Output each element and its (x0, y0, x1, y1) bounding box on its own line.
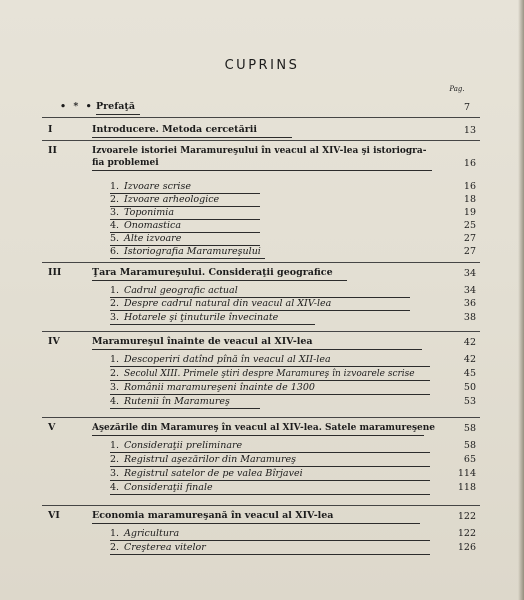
entry-label: Registrul satelor de pe valea Bîrjavei (124, 468, 303, 479)
divider (42, 505, 480, 506)
chapter-page: 122 (457, 511, 476, 522)
entry-label: Românii maramureşeni înainte de 1300 (124, 382, 315, 393)
chapter-title: Aşezările din Maramureş în veacul al XIV-lea. Satele maramureşene (92, 423, 436, 433)
entry-page: 27 (463, 246, 476, 257)
entry-number: 1. (110, 285, 120, 296)
chapter-number: II (48, 145, 57, 156)
entry-underline (110, 324, 315, 325)
divider (42, 417, 480, 418)
preface-marker: • * • (60, 101, 94, 112)
entry-number: 3. (110, 207, 120, 218)
preface-page: 7 (463, 102, 470, 113)
entry-label: Hotarele şi ţinuturile învecinate (124, 312, 279, 323)
chapter-title: Ţara Maramureşului. Consideraţii geografice (92, 267, 333, 278)
entry-label: Rutenii în Maramureş (124, 396, 230, 407)
chapter-underline (92, 170, 432, 171)
entry-page: 114 (457, 468, 476, 479)
chapter-number: III (48, 267, 62, 278)
entry-label: Secolul XIII. Primele ştiri despre Maramureş în izvoarele scrise (124, 369, 415, 379)
entry-underline (110, 494, 430, 495)
entry-page: 126 (457, 542, 476, 553)
chapter-page: 13 (463, 125, 476, 136)
entry-page: 45 (463, 368, 476, 379)
entry-label: Izvoare arheologice (124, 194, 220, 205)
entry-number: 1. (110, 354, 120, 365)
chapter-underline (92, 523, 420, 524)
entry-number: 1. (110, 181, 120, 192)
chapter-title-line-1: Izvoarele istoriei Maramureşului în veacul al XIV-lea şi istoriogra- (92, 146, 427, 156)
entry-label: Alte izvoare (124, 233, 182, 244)
entry-label: Registrul aşezărilor din Maramureş (124, 454, 297, 465)
chapter-page: 16 (463, 158, 476, 169)
chapter-underline (92, 349, 422, 350)
chapter-title: Introducere. Metoda cercetării (92, 124, 257, 135)
chapter-page: 42 (463, 337, 476, 348)
chapter-page: 58 (463, 423, 476, 434)
entry-underline (110, 540, 430, 541)
entry-underline (110, 466, 430, 467)
entry-number: 3. (110, 468, 120, 479)
entry-number: 2. (110, 454, 120, 465)
divider (42, 140, 480, 141)
chapter-underline (92, 137, 292, 138)
entry-page: 53 (463, 396, 476, 407)
entry-page: 27 (463, 233, 476, 244)
entry-label: Creşterea vitelor (124, 542, 206, 553)
entry-underline (110, 394, 430, 395)
entry-label: Toponimia (124, 207, 174, 218)
chapter-underline (92, 435, 424, 436)
entry-page: 38 (463, 312, 476, 323)
entry-number: 1. (110, 440, 120, 451)
entry-page: 18 (463, 194, 476, 205)
entry-page: 16 (463, 181, 476, 192)
entry-underline (110, 258, 265, 259)
chapter-underline (92, 280, 347, 281)
entry-underline (110, 380, 430, 381)
entry-number: 1. (110, 528, 120, 539)
entry-number: 4. (110, 482, 120, 493)
entry-page: 36 (463, 298, 476, 309)
entry-page: 118 (457, 482, 476, 493)
entry-label: Cadrul geografic actual (124, 285, 238, 296)
preface-underline (96, 114, 140, 115)
entry-number: 3. (110, 312, 120, 323)
chapter-number: IV (48, 336, 60, 347)
entry-page: 50 (463, 382, 476, 393)
page-column-header: Pag. (449, 85, 465, 93)
entry-underline (110, 408, 260, 409)
entry-number: 3. (110, 382, 120, 393)
entry-page: 122 (457, 528, 476, 539)
entry-label: Consideraţii finale (124, 482, 213, 493)
chapter-number: VI (48, 510, 60, 521)
chapter-title: Economia maramureşană în veacul al XIV-lea (92, 510, 334, 521)
chapter-title: Maramureşul înainte de veacul al XIV-lea (92, 336, 313, 347)
chapter-number: V (48, 422, 56, 433)
entry-number: 5. (110, 233, 120, 244)
chapter-page: 34 (463, 268, 476, 279)
entry-label: Agricultura (124, 528, 180, 539)
entry-number: 2. (110, 194, 120, 205)
page-title: CUPRINS (224, 58, 300, 73)
entry-label: Onomastica (124, 220, 182, 231)
entry-number: 2. (110, 368, 120, 379)
entry-number: 2. (110, 298, 120, 309)
divider (42, 262, 480, 263)
entry-label: Izvoare scrise (124, 181, 191, 192)
chapter-title-line-2: fia problemei (92, 158, 159, 168)
entry-number: 4. (110, 220, 120, 231)
entry-underline (110, 452, 430, 453)
entry-page: 34 (463, 285, 476, 296)
entry-label: Istoriografia Maramureşului (124, 246, 261, 257)
preface-label: Prefaţă (96, 101, 135, 112)
entry-number: 6. (110, 246, 120, 257)
entry-underline (110, 310, 410, 311)
entry-label: Consideraţii preliminare (124, 440, 243, 451)
entry-underline (110, 554, 430, 555)
entry-page: 65 (463, 454, 476, 465)
entry-underline (110, 366, 430, 367)
chapter-number: I (48, 124, 53, 135)
entry-label: Despre cadrul natural din veacul al XIV-lea (124, 298, 332, 309)
entry-label: Descoperiri datînd pînă în veacul al XII-lea (124, 354, 331, 365)
entry-number: 2. (110, 542, 120, 553)
divider (42, 117, 480, 118)
entry-page: 25 (463, 220, 476, 231)
entry-underline (110, 480, 430, 481)
entry-page: 42 (463, 354, 476, 365)
entry-page: 58 (463, 440, 476, 451)
entry-number: 4. (110, 396, 120, 407)
entry-page: 19 (463, 207, 476, 218)
divider (42, 331, 480, 332)
